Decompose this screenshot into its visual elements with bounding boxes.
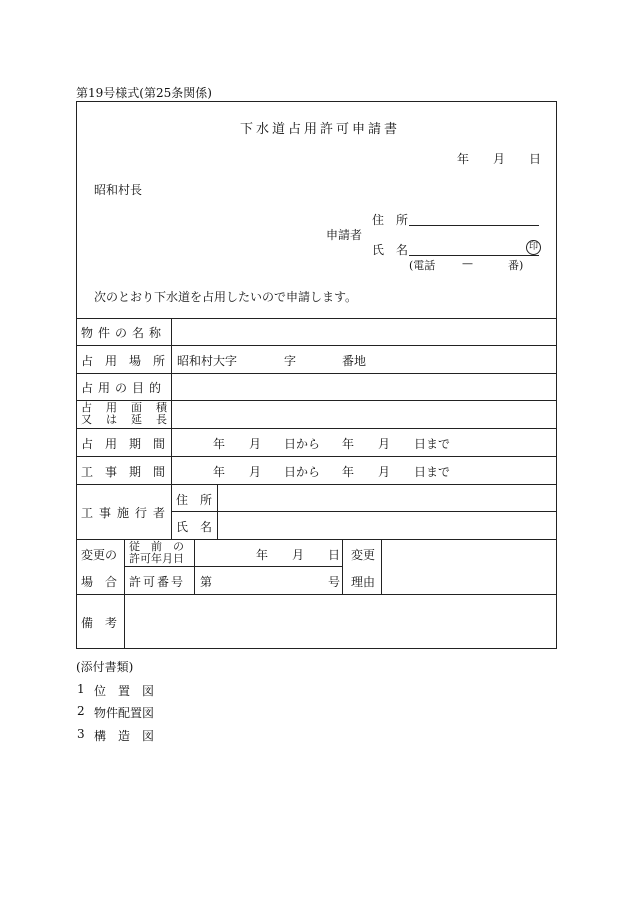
change-label-1: 変更の <box>81 548 118 562</box>
phone-dash: — <box>462 257 473 270</box>
contractor-label: 工事施行者 <box>81 506 172 520</box>
location-banchi: 番地 <box>342 354 367 368</box>
remarks-label: 備 考 <box>81 616 118 630</box>
col-line <box>342 539 343 594</box>
property-name-label: 物件の名称 <box>81 326 167 340</box>
construction-year-1: 年 <box>213 465 226 479</box>
period-day-1: 日から <box>284 437 321 451</box>
row-line <box>76 373 557 374</box>
previous-day: 日 <box>328 548 341 562</box>
area-label-1: 占用面積 <box>81 401 181 414</box>
form-number: 第19号様式(第25条関係) <box>76 86 212 100</box>
attachments-heading: (添付書類) <box>76 660 134 674</box>
name-underline <box>409 255 539 256</box>
applicant-label: 申請者 <box>326 228 363 242</box>
row-line <box>76 594 557 595</box>
attachment-item: 位 置 図 <box>94 684 155 698</box>
contractor-address-label: 住 所 <box>176 493 213 507</box>
contractor-name-label: 氏 名 <box>176 520 213 534</box>
date-year: 年 <box>457 152 470 166</box>
change-reason-1: 変更 <box>351 548 376 562</box>
construction-month-2: 月 <box>378 465 391 479</box>
period-day-2: 日まで <box>414 437 451 451</box>
period-month-1: 月 <box>249 437 262 451</box>
previous-year: 年 <box>256 548 269 562</box>
row-line <box>172 511 557 512</box>
applicant-address-label: 住 所 <box>372 213 409 227</box>
phone-open: (電話 <box>409 259 436 272</box>
row-line <box>76 345 557 346</box>
address-underline <box>409 225 539 226</box>
col-line <box>194 539 195 594</box>
period-label: 占用期間 <box>81 437 178 451</box>
form-title: 下水道占用許可申請書 <box>240 122 401 137</box>
permit-no-suffix: 号 <box>328 575 341 589</box>
permit-no-label: 許可番号 <box>129 575 186 589</box>
date-month: 月 <box>493 152 506 166</box>
location-label: 占用場所 <box>81 354 178 368</box>
construction-year-2: 年 <box>342 465 355 479</box>
attachment-no: 1 <box>77 682 85 696</box>
construction-day-1: 日から <box>284 465 321 479</box>
previous-label-1: 従 前 の <box>129 540 184 553</box>
previous-label-2: 許可年月日 <box>129 552 184 565</box>
phone-close: 番) <box>508 259 524 272</box>
attachment-item: 物件配置図 <box>94 706 155 720</box>
applicant-name-label: 氏 名 <box>372 243 409 257</box>
attachment-no: 2 <box>77 704 85 718</box>
construction-month-1: 月 <box>249 465 262 479</box>
statement: 次のとおり下水道を占用したいので申請します。 <box>94 290 358 304</box>
location-aza: 字 <box>284 354 297 368</box>
table-top-line <box>76 318 557 319</box>
row-line <box>76 456 557 457</box>
addressee: 昭和村長 <box>94 183 143 197</box>
location-value: 昭和村大字 <box>177 354 238 368</box>
change-label-2: 場 合 <box>81 575 118 589</box>
row-line <box>76 484 557 485</box>
col-line <box>217 484 218 539</box>
construction-day-2: 日まで <box>414 465 451 479</box>
col-line <box>124 539 125 649</box>
permit-no-prefix: 第 <box>200 575 213 589</box>
previous-month: 月 <box>292 548 305 562</box>
period-year-1: 年 <box>213 437 226 451</box>
attachment-item: 構 造 図 <box>94 729 155 743</box>
purpose-label: 占用の目的 <box>81 381 167 395</box>
attachment-no: 3 <box>77 727 85 741</box>
period-year-2: 年 <box>342 437 355 451</box>
row-line <box>125 566 342 567</box>
date-day: 日 <box>529 152 542 166</box>
period-month-2: 月 <box>378 437 391 451</box>
area-label-2: 又は延長 <box>81 413 181 426</box>
row-line <box>76 428 557 429</box>
col-line <box>381 539 382 594</box>
construction-period-label: 工事期間 <box>81 465 178 479</box>
change-reason-2: 理由 <box>351 575 376 589</box>
seal-icon: 印 <box>526 240 541 255</box>
